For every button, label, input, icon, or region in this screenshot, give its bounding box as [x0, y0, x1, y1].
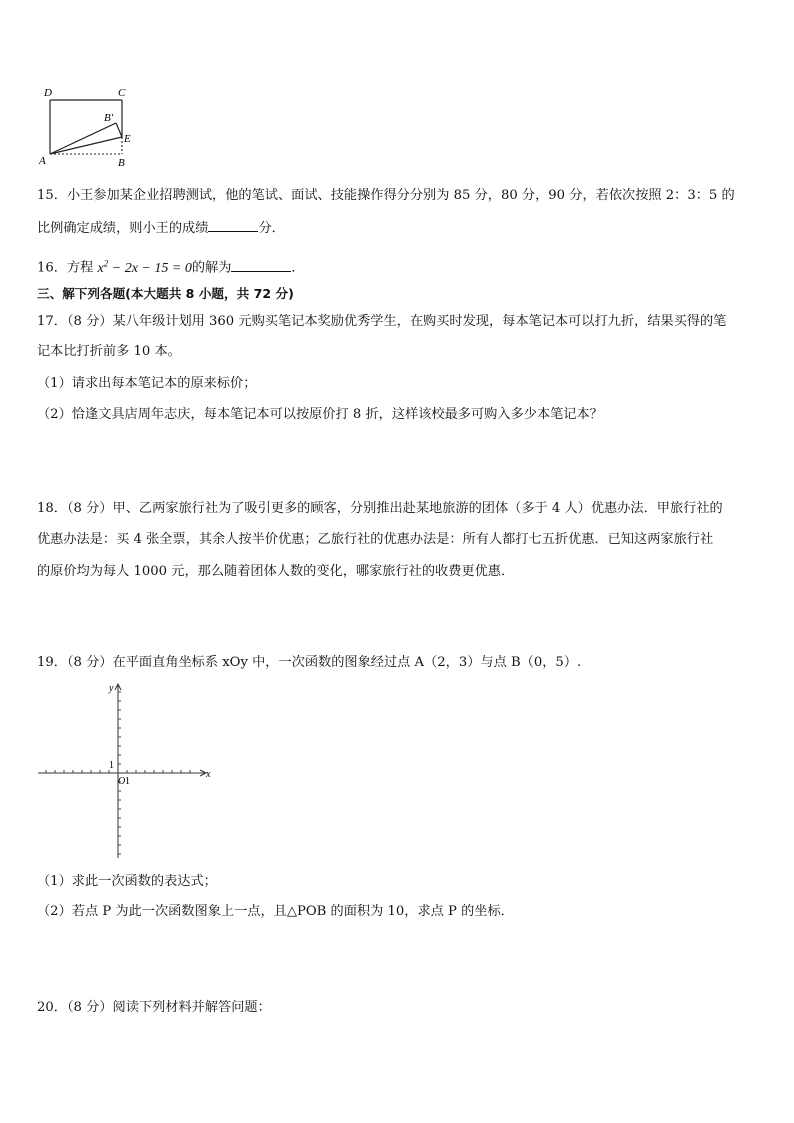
q17-line1: 17．（8 分）某八年级计划用 360 元购买笔记本奖励优秀学生，在购买时发现，每本笔记本可以打九折，结果买得的笔	[37, 314, 727, 329]
q17-line2: 记本比打折前多 10 本。	[37, 344, 181, 359]
q16-answer-blank[interactable]	[231, 257, 291, 272]
q18-line3: 的原价均为每人 1000 元，那么随着团体人数的变化，哪家旅行社的收费更优惠．	[37, 564, 515, 579]
q16-eq-exponent: 2	[103, 258, 109, 268]
segment-bprime-e	[116, 123, 122, 137]
label-a: A	[39, 155, 46, 167]
label-b-prime: B′	[104, 112, 114, 124]
origin-label: O	[118, 776, 126, 787]
q18-line1: 18．（8 分）甲、乙两家旅行社为了吸引更多的顾客，分别推出赴某地旅游的团体（多于 4 人）优惠办法．甲旅行社的	[37, 501, 723, 516]
q17-part2: （2）恰逢文具店周年志庆，每本笔记本可以按原价打 8 折，这样该校最多可购入多少本笔记本？	[37, 407, 603, 422]
q15-line2	[37, 217, 762, 239]
y-unit-label: 1	[109, 760, 114, 771]
rectangle-figure	[36, 84, 136, 170]
segment-a-e	[50, 137, 122, 154]
q19-part1: （1）求此一次函数的表达式；	[37, 874, 217, 889]
label-d: D	[44, 87, 52, 99]
q16-suffix: ．	[291, 260, 305, 276]
q16-middle: 的解为	[191, 260, 232, 276]
q15-text-before: 比例确定成绩，则小王的成绩	[37, 221, 209, 236]
q16-eq-x: x	[97, 260, 104, 276]
q15-text-after: 分．	[258, 221, 285, 236]
x-unit-label: 1	[125, 776, 130, 787]
coordinate-plane-figure	[36, 680, 216, 862]
q16-equation	[97, 258, 192, 276]
label-c: C	[118, 87, 126, 99]
q19-line1: 19．（8 分）在平面直角坐标系 xOy 中，一次函数的图象经过点 A（2，3）与点 B（0，5）.	[37, 655, 582, 670]
segment-a-bprime	[50, 123, 116, 154]
q16-eq-rest: − 2x − 15 = 0	[111, 260, 192, 276]
y-axis-label: y	[109, 683, 114, 694]
label-e: E	[124, 133, 131, 145]
section-3-title: 三、解下列各题(本大题共 8 小题，共 72 分)	[37, 286, 294, 301]
label-b: B	[118, 157, 125, 169]
q18-line2: 优惠办法是：买 4 张全票，其余人按半价优惠；乙旅行社的优惠办法是：所有人都打七五折优惠．已知这两家旅行社	[37, 532, 714, 547]
q17-part1: （1）请求出每本笔记本的原来标价；	[37, 376, 257, 391]
q15-line1: 15．小王参加某企业招聘测试，他的笔试、面试、技能操作得分分别为 85 分，80 分，90 分，若依次按照 2：3：5 的	[37, 188, 735, 203]
x-axis-label: x	[206, 769, 211, 780]
q19-part2: （2）若点 P 为此一次函数图象上一点，且△POB 的面积为 10，求点 P 的坐标．	[37, 904, 514, 919]
q16-prefix: 16．方程	[37, 260, 94, 276]
q16-line	[37, 253, 762, 279]
q20-line1: 20．（8 分）阅读下列材料并解答问题：	[37, 1000, 271, 1015]
q15-answer-blank[interactable]	[208, 217, 258, 232]
